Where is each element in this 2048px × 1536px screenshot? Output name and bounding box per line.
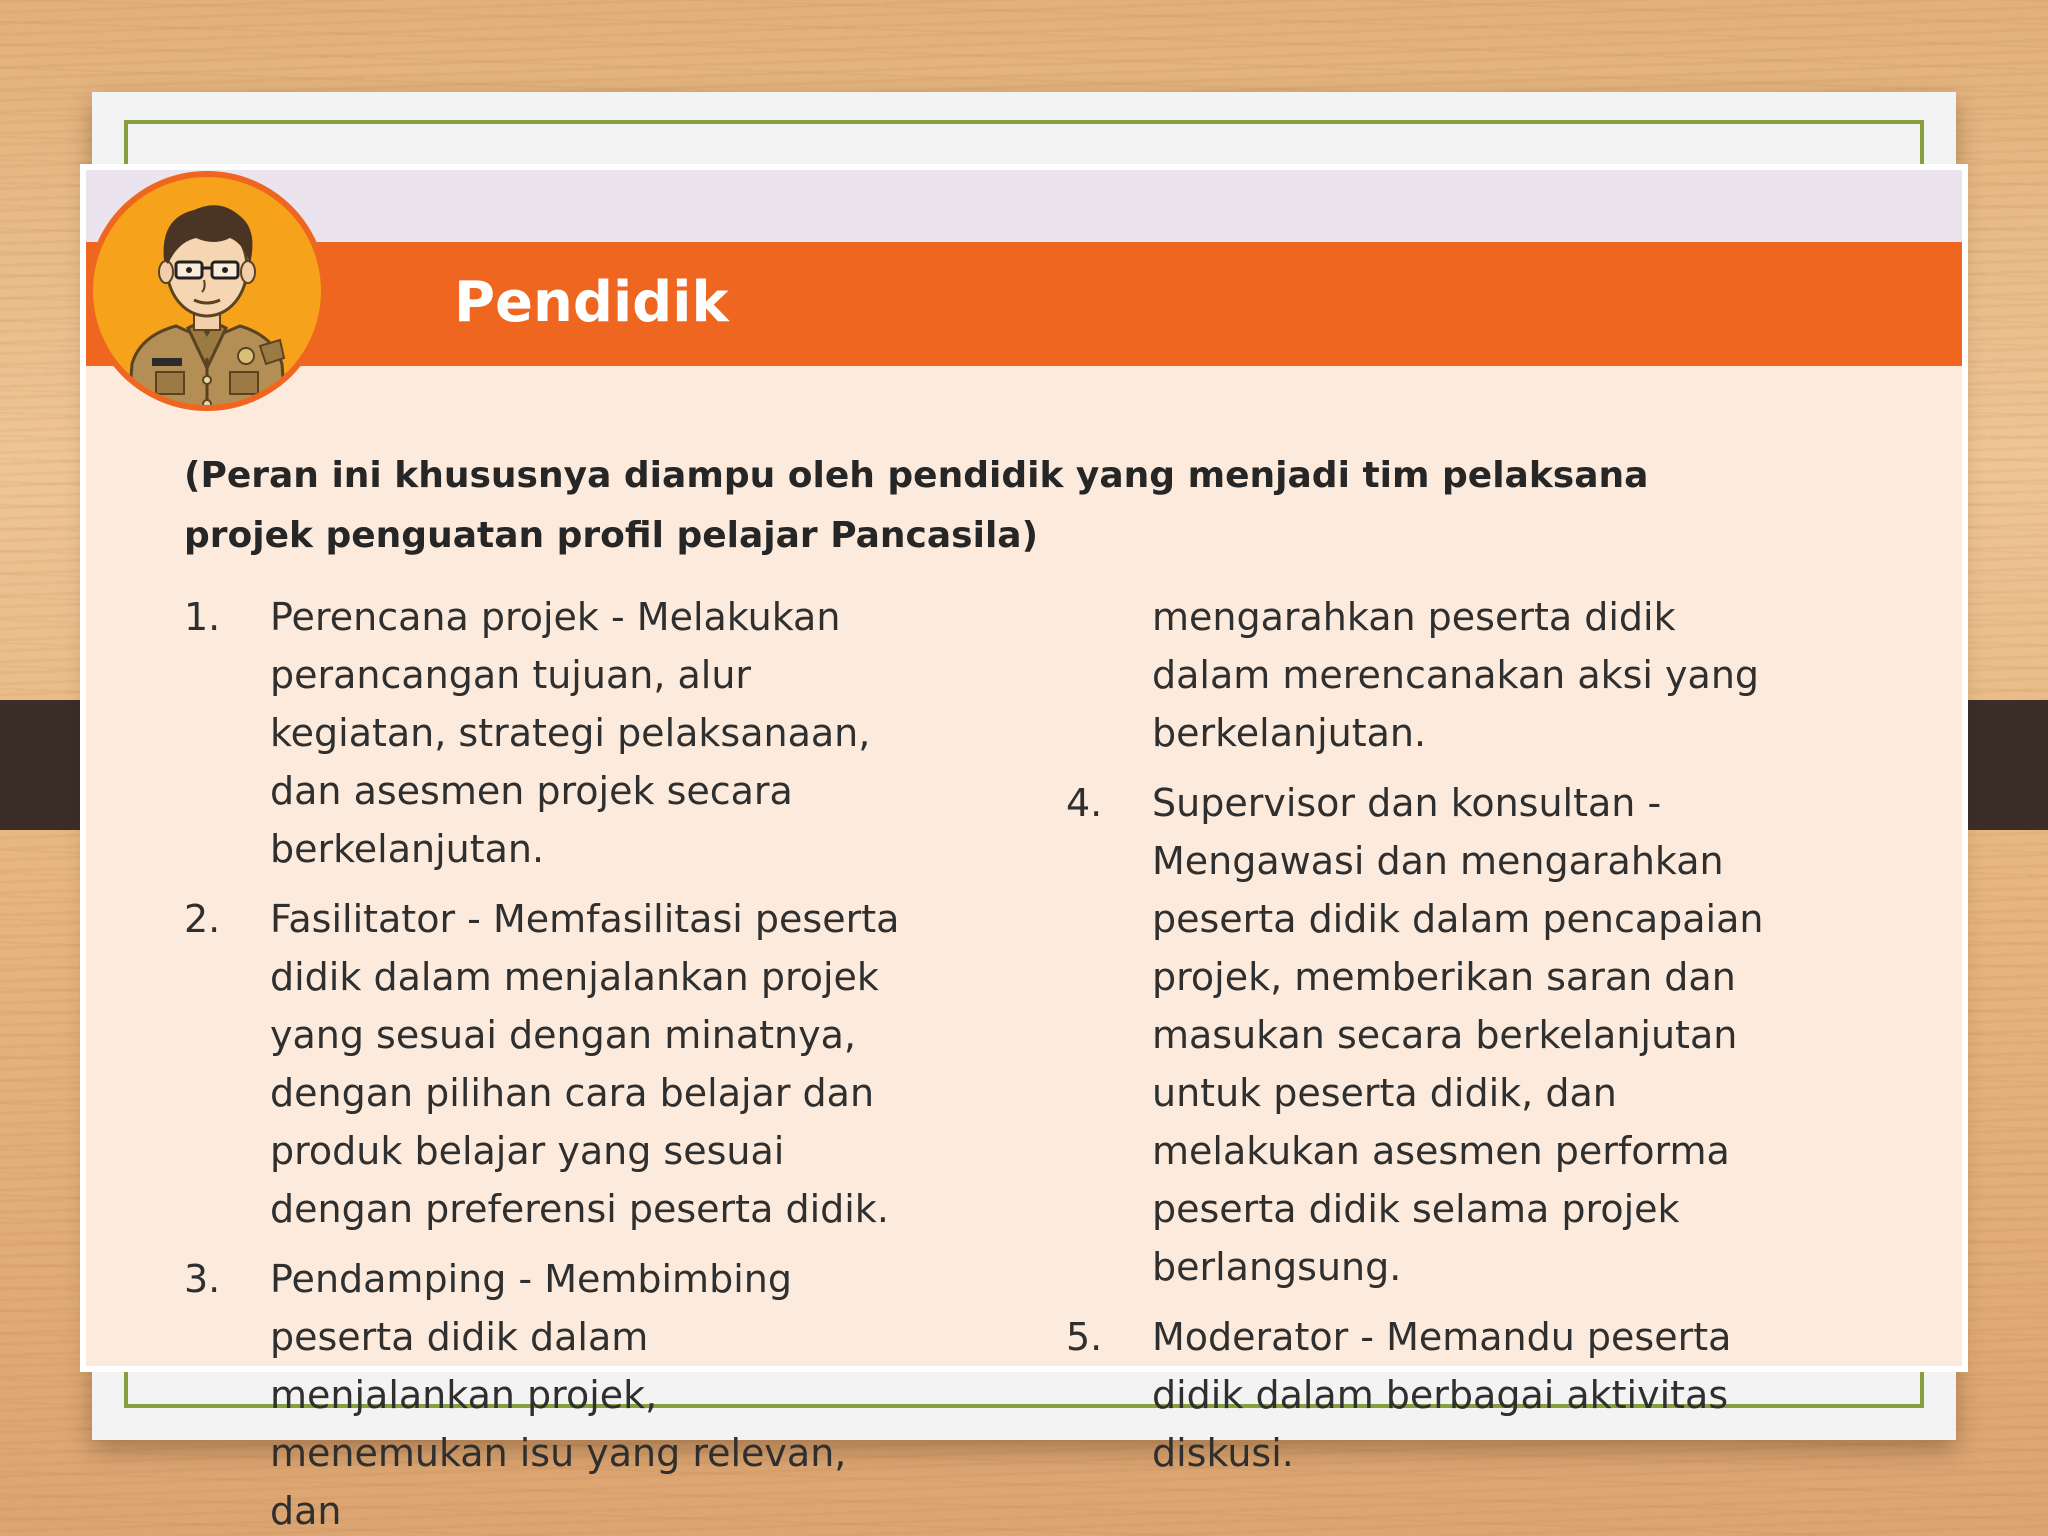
list-item-text: Supervisor dan konsultan - Mengawasi dan mengarahkan peserta didik dalam pencapaian projek, memberikan saran dan masukan secara berkelanjutan untuk peserta didik, dan melakukan asesmen performa peserta didik selama projek berlangsung. (1152, 781, 1764, 1289)
list-item-text: Perencana projek - Melakukan perancangan tujuan, alur kegiatan, strategi pelaksanaan, dan asesmen projek secara berkelanjutan. (270, 595, 871, 871)
list-item-number: 3. (184, 1257, 221, 1301)
list-item-number: 2. (184, 897, 221, 941)
section-title: Pendidik (454, 270, 729, 335)
list-item-number: 5. (1066, 1315, 1103, 1359)
header-top-strip (86, 170, 1962, 242)
teacher-avatar-icon (84, 168, 330, 414)
list-item-number: 1. (184, 595, 221, 639)
list-item-text: mengarahkan peserta didik dalam merencanakan aksi yang berkelanjutan. (1152, 595, 1760, 755)
content-panel (80, 164, 1968, 1372)
list-item-text: Fasilitator - Memfasilitasi peserta didik dalam menjalankan projek yang sesuai dengan minatnya, dengan pilihan cara belajar dan produk belajar yang sesuai dengan preferensi peserta didik. (270, 897, 900, 1231)
list-item-number: 4. (1066, 781, 1103, 825)
header-band (86, 242, 1962, 366)
list-item-text: Moderator - Memandu peserta didik dalam berbagai aktivitas diskusi. (1152, 1315, 1732, 1475)
intro-text: (Peran ini khususnya diampu oleh pendidik yang menjadi tim pelaksana projek penguatan profil pelajar Pancasila) (184, 455, 1649, 556)
list-item-text: Pendamping - Membimbing peserta didik dalam menjalankan projek, menemukan isu yang relevan, dan (270, 1257, 847, 1533)
